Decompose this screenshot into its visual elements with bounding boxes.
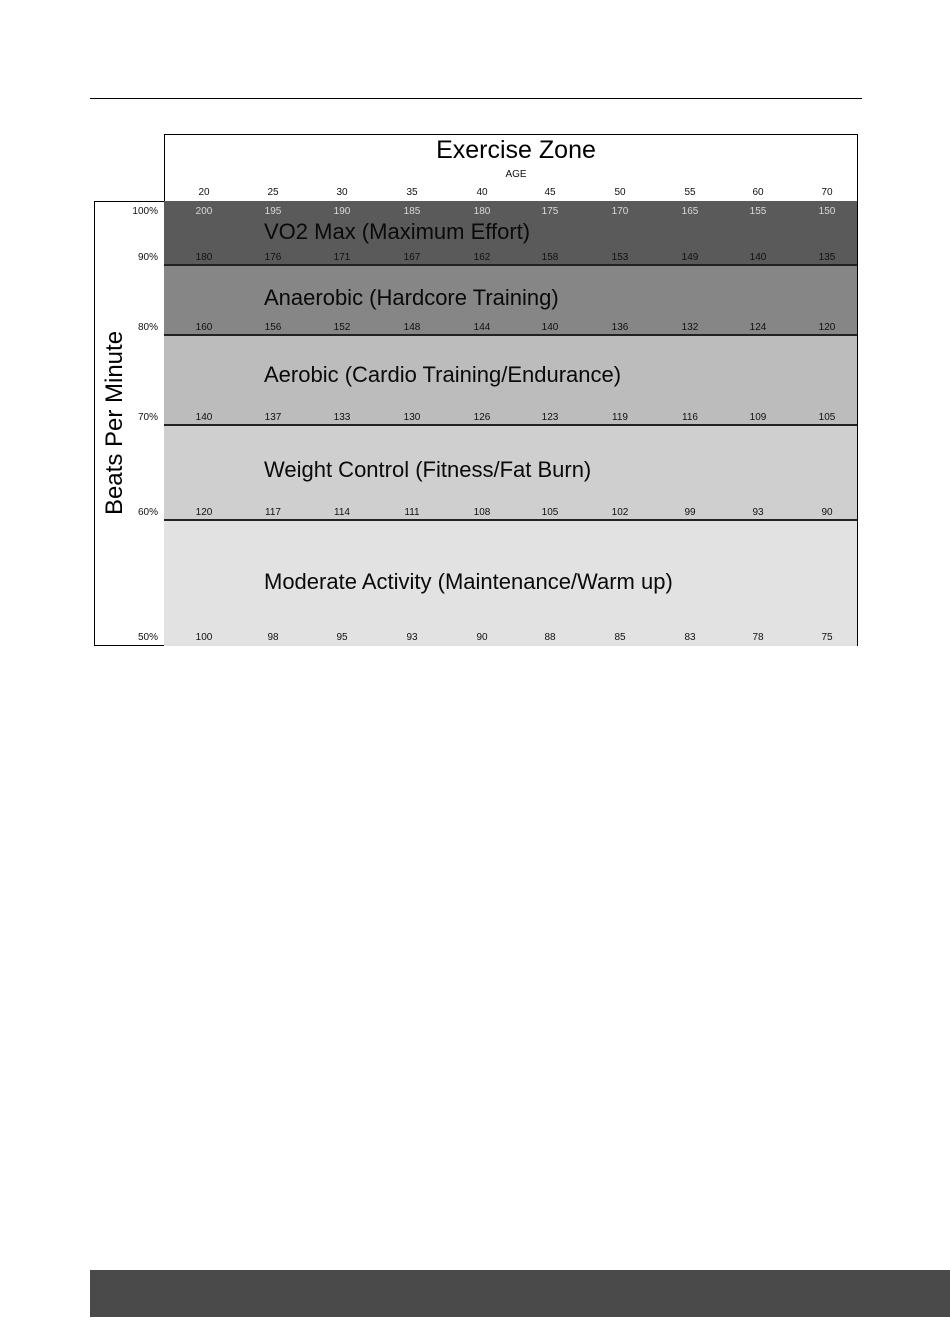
- bpm-value: 167: [403, 252, 421, 263]
- age-tick-label: 40: [476, 187, 488, 198]
- bpm-value: 195: [264, 206, 282, 217]
- zone-label: Anaerobic (Hardcore Training): [264, 285, 559, 310]
- zone-divider: [164, 519, 857, 521]
- bpm-value: 150: [818, 206, 836, 217]
- bpm-value: 175: [541, 206, 559, 217]
- bpm-value: 153: [611, 252, 629, 263]
- zone-divider: [164, 334, 857, 336]
- bpm-value: 162: [473, 252, 491, 263]
- bpm-value: 111: [404, 507, 420, 518]
- bpm-value: 149: [681, 252, 699, 263]
- bpm-value: 100: [195, 632, 213, 643]
- age-tick-label: 25: [267, 187, 279, 198]
- bpm-value: 126: [473, 412, 491, 423]
- bpm-value: 117: [265, 507, 281, 518]
- bpm-value: 114: [334, 507, 350, 518]
- bpm-value: 83: [684, 632, 696, 643]
- bpm-value: 152: [333, 322, 351, 333]
- bpm-value: 180: [195, 252, 213, 263]
- footer-bar: [90, 1270, 950, 1317]
- zone-label: Weight Control (Fitness/Fat Burn): [264, 457, 592, 482]
- zone-label: VO2 Max (Maximum Effort): [264, 219, 531, 244]
- bpm-value: 133: [333, 412, 351, 423]
- bpm-value: 124: [749, 322, 767, 333]
- chart-title: Exercise Zone: [436, 136, 596, 164]
- bpm-value: 144: [473, 322, 491, 333]
- bpm-value: 95: [336, 632, 348, 643]
- bpm-value: 90: [476, 632, 488, 643]
- bpm-value: 156: [264, 322, 282, 333]
- percent-label: 90%: [137, 252, 158, 263]
- age-tick-label: 70: [821, 187, 833, 198]
- bpm-value: 158: [541, 252, 559, 263]
- bpm-value: 120: [195, 507, 213, 518]
- percent-label: 80%: [137, 322, 158, 333]
- bpm-value: 140: [195, 412, 213, 423]
- age-tick-label: 30: [336, 187, 348, 198]
- bpm-value: 93: [752, 507, 764, 518]
- bpm-value: 180: [473, 206, 491, 217]
- bpm-value: 185: [403, 206, 421, 217]
- bpm-value: 85: [614, 632, 626, 643]
- bpm-value: 105: [541, 507, 559, 518]
- bpm-value: 170: [611, 206, 629, 217]
- bpm-value: 109: [749, 412, 767, 423]
- bpm-value: 123: [541, 412, 559, 423]
- bpm-value: 99: [684, 507, 696, 518]
- age-tick-label: 60: [752, 187, 764, 198]
- bpm-value: 190: [333, 206, 351, 217]
- bpm-value: 78: [752, 632, 764, 643]
- chart-area: [164, 201, 858, 646]
- zone-divider: [164, 424, 857, 426]
- age-tick-label: 20: [198, 187, 210, 198]
- zone-divider: [164, 264, 857, 266]
- bpm-value: 120: [818, 322, 836, 333]
- bpm-value: 102: [611, 507, 629, 518]
- zone-label: Moderate Activity (Maintenance/Warm up): [264, 569, 673, 594]
- percent-label: 70%: [137, 412, 158, 423]
- bpm-value: 93: [406, 632, 418, 643]
- bpm-value: 130: [403, 412, 421, 423]
- bpm-value: 140: [749, 252, 767, 263]
- age-tick-label: 50: [614, 187, 626, 198]
- bpm-value: 165: [681, 206, 699, 217]
- percent-label: 60%: [137, 507, 158, 518]
- bpm-value: 105: [818, 412, 836, 423]
- bpm-value: 132: [681, 322, 699, 333]
- percent-label: 100%: [132, 206, 158, 217]
- age-tick-label: 35: [406, 187, 418, 198]
- bpm-value: 108: [473, 507, 491, 518]
- bpm-value: 119: [612, 412, 628, 423]
- bpm-value: 176: [264, 252, 282, 263]
- bpm-value: 98: [267, 632, 279, 643]
- bpm-value: 160: [195, 322, 213, 333]
- bpm-value: 148: [403, 322, 421, 333]
- bpm-value: 116: [682, 412, 698, 423]
- bpm-value: 90: [821, 507, 833, 518]
- age-tick-label: 45: [544, 187, 556, 198]
- bpm-value: 88: [544, 632, 556, 643]
- age-tick-label: 55: [684, 187, 696, 198]
- y-axis-title: Beats Per Minute: [101, 330, 128, 516]
- bpm-value: 135: [818, 252, 836, 263]
- bpm-value: 200: [195, 206, 213, 217]
- zone-label: Aerobic (Cardio Training/Endurance): [264, 362, 622, 387]
- bpm-value: 136: [611, 322, 629, 333]
- bpm-value: 75: [821, 632, 833, 643]
- bpm-value: 171: [333, 252, 351, 263]
- x-axis-label: AGE: [505, 169, 527, 180]
- bpm-value: 140: [541, 322, 559, 333]
- top-rule: [90, 98, 862, 99]
- bpm-value: 155: [749, 206, 767, 217]
- bpm-value: 137: [264, 412, 282, 423]
- percent-label: 50%: [137, 632, 158, 643]
